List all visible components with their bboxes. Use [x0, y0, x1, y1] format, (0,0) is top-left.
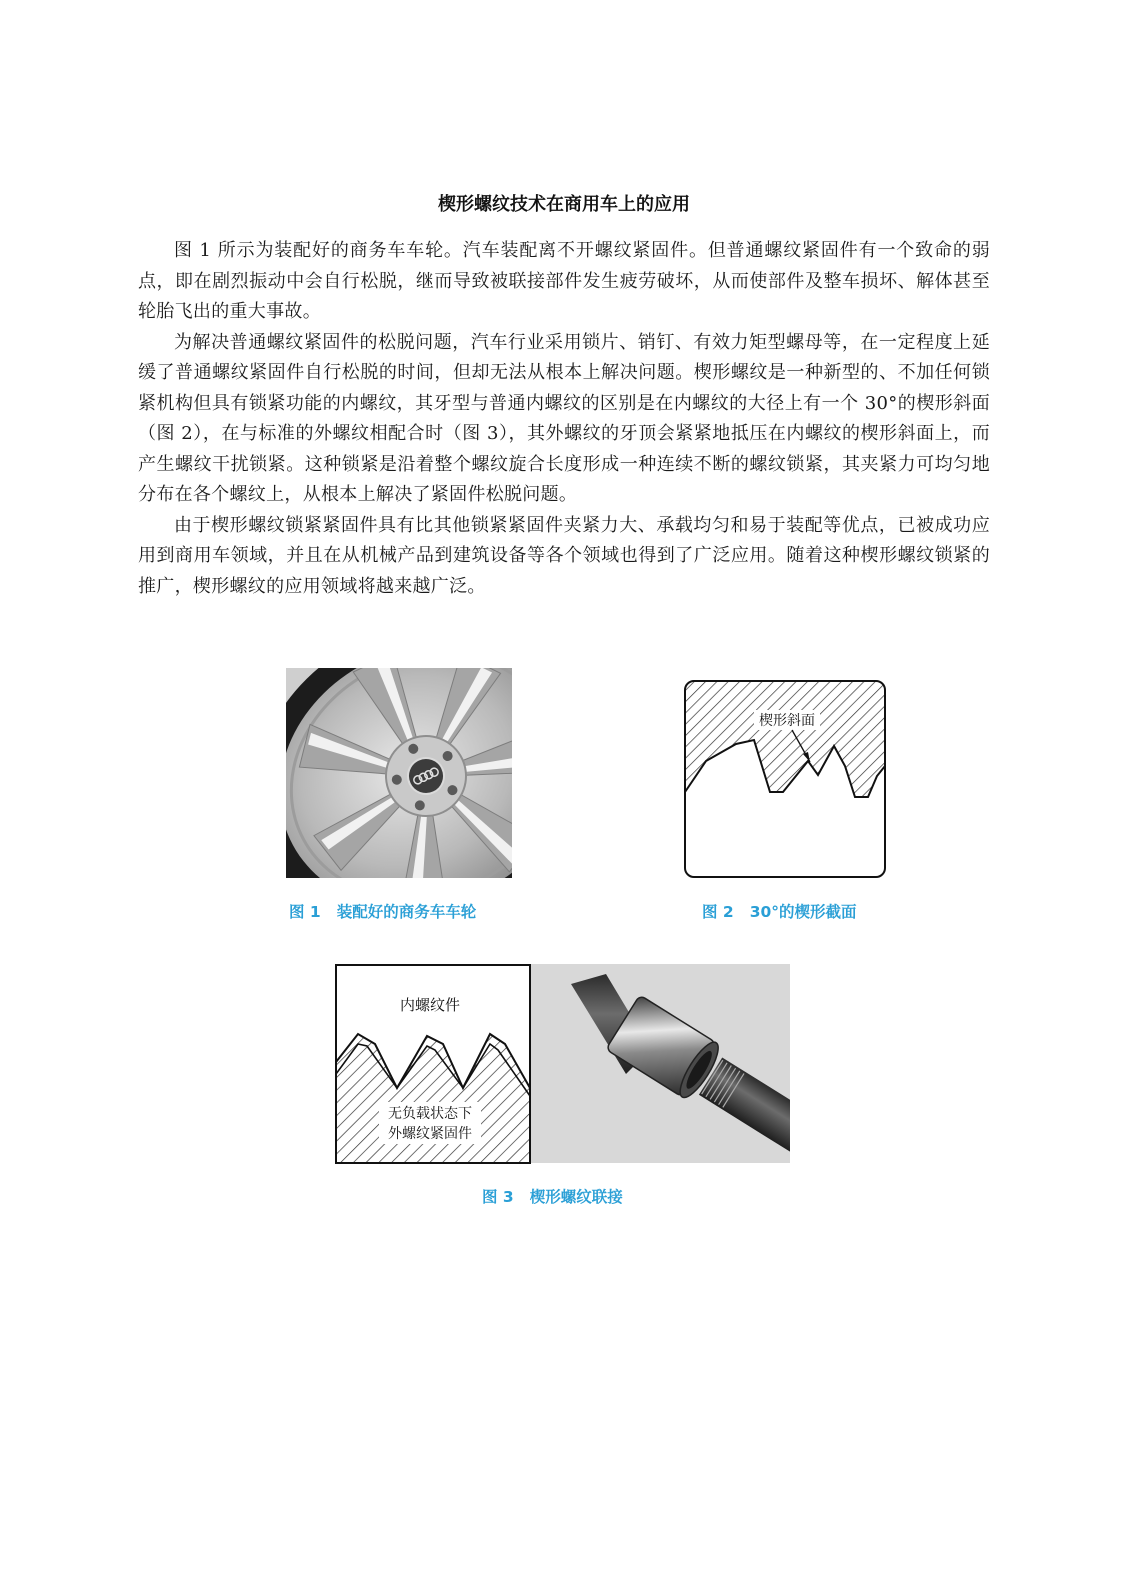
- figure-1-title: 装配好的商务车车轮: [336, 903, 477, 921]
- article-body: [138, 236, 990, 602]
- figure-2-caption: [702, 900, 857, 922]
- wedge-surface-label: 楔形斜面: [759, 713, 815, 729]
- paragraph-3: 由于楔形螺纹锁紧紧固件具有比其他锁紧紧固件夹紧力大、承载均匀和易于装配等优点，已被成功应用到商用车领域，并且在从机械产品到建筑设备等各个领域也得到了广泛应用。随着这种楔形螺纹锁紧的推广，楔形螺纹的应用领域将越来越广泛。: [138, 514, 990, 597]
- wheel-photo: [286, 668, 512, 878]
- figure-3-number: 图 3: [482, 1188, 514, 1206]
- internal-thread-label: 内螺纹件: [399, 996, 461, 1014]
- page-title: 楔形螺纹技术在商用车上的应用: [438, 194, 690, 215]
- external-thread-label-line1: 无负载状态下: [388, 1106, 472, 1122]
- paragraph-1: 图 1 所示为装配好的商务车车轮。汽车装配离不开螺纹紧固件。但普通螺纹紧固件有一个致命的弱点，即在剧烈振动中会自行松脱，继而导致被联接部件发生疲劳破坏，从而使部件及整车损坏、解体甚至轮胎飞出的重大事故。: [138, 240, 990, 322]
- thread-coupling-photo: [531, 964, 790, 1163]
- paragraph-2: 为解决普通螺纹紧固件的松脱问题，汽车行业采用锁片、销钉、有效力矩型螺母等，在一定程度上延缓了普通螺纹紧固件自行松脱的时间，但却无法从根本上解决问题。楔形螺纹是一种新型的、不加任何锁紧机构但具有锁紧功能的内螺纹，其牙型与普通内螺纹的区别是在内螺纹的大径上有一个 30°的楔形斜面（图 2），在与标准的外螺纹相配合时（图 3），其外螺纹的牙顶会紧紧地抵压在内螺纹的楔形斜面上，而产生螺纹干扰锁紧。这种锁紧是沿着整个螺纹旋合长度形成一种连续不断的螺纹锁紧，其夹紧力可均匀地分布在各个螺纹上，从根本上解决了紧固件松脱问题。: [138, 331, 990, 505]
- figure-1-caption: [289, 900, 476, 922]
- thread-engagement-diagram: [335, 964, 531, 1164]
- figure-3-title: 楔形螺纹联接: [529, 1188, 623, 1206]
- wedge-section-diagram: [684, 680, 886, 878]
- figure-1-number: 图 1: [289, 903, 321, 921]
- figure-2-number: 图 2: [702, 903, 734, 921]
- figure-2-title: 30°的楔形截面: [749, 903, 857, 921]
- external-thread-label-line2: 外螺纹紧固件: [388, 1126, 472, 1142]
- figure-3-caption: [482, 1185, 623, 1207]
